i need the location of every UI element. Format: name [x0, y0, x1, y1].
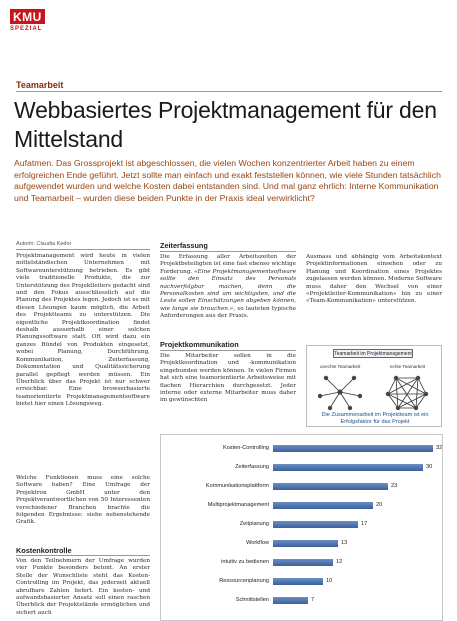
bar — [273, 464, 423, 471]
lead-paragraph: Aufatmen. Das Grossprojekt ist abgeschlossen, die vielen Wochen konzentrierter Arbeit haben zu einem erfolgreichen Ende geführt. Jetzt sollte man einfach und exakt feststellen können, wie viele Stunden tatsächlich aufgewendet wurden und welche Kosten dabei entstanden sind. Und mal ganz ehrlich: Interne Kommunikation und Teamarbeit – wurden diese beiden Punkte in der Praxis ideal verwirklicht? — [14, 158, 441, 203]
col1-subheading: Kostenkontrolle — [16, 546, 72, 555]
bar — [273, 578, 323, 585]
col1-paragraph-3: Von den Teilnehmern der Umfrage wurden vier Punkte besonders betont. An erster Stelle der Wunschliste steht das Kosten-Controlling im Projekt, das jederzeit aktuell abrufbare Zahlen liefert. Ein kosten- und aufwandsbasierter Ansatz soll einen raschen Überblick der Projektstände ermöglichen und sichert auch — [16, 558, 150, 616]
col2-p1-quote: «Eine Projektmanagementsoftware sollte den Einsatz des Personals nachverfolgbar machen, denn die Personalkosten sind am wichtigsten, und die Leute sollen Einschätzungen abgeben können, wie lange sie brauchen.» — [160, 268, 296, 312]
col2-sub-rule-1 — [160, 251, 296, 252]
section-rule — [16, 91, 442, 92]
col1-paragraph-1: Projektmanagement wird heute in vielen mittelständischen Unternehmen mit Softwareunterstützung betrieben. Es gibt viele traditionelle Produkte, die zur Unterstützung des Projektleiters gedacht sind und den Fokus ausschliesslich auf die Planung des Projektes legen. Jedoch ist es mit diesen Lösungen kaum möglich, die Arbeit des Projektteams zu unterstützen. Die eigentliche Projektkoordination findet deshalb ausserhalb einer solchen Planungssoftware statt. Oft wird dazu ein ganzes Bündel von Produkten eingesetzt, wobei Planung, Durchführung, Kommunikation, Zeiterfassung, Dokumentation und Qualitätssicherung parallel gepflegt werden müssen. Ein Überblick über das Projekt ist nur schwer erreichbar. Eine browserbasierte teamorientierte Projektmanagementsoftware bietet hier einen Lösungsweg. — [16, 253, 150, 408]
bar-label: Zeitplanung — [239, 520, 269, 527]
bar-value: 17 — [361, 520, 368, 527]
kmu-logo — [10, 6, 46, 32]
bar — [273, 502, 373, 509]
col2-paragraph-2: Die Mitarbeiter sollen in die Projektkoordination und -kommunikation eingebunden werden können. In vielen Firmen hat sich eine teamorientierte Arbeitsweise mit flachen Hierarchien durchgesetzt. Jeder interne oder externe Mitarbeiter muss daher im gewünschten — [160, 353, 296, 404]
bar — [273, 483, 388, 490]
bar — [273, 445, 433, 452]
bar-label: Schnittstellen — [235, 596, 269, 603]
bar-value: 10 — [326, 577, 333, 584]
logo-sub: SPEZIAL — [10, 26, 43, 32]
bar-label: Kommunikationsplattform — [205, 482, 269, 489]
figure-right-label: echte Teamarbeit — [390, 364, 426, 369]
bar-value: 23 — [391, 482, 398, 489]
col2-paragraph-1 — [160, 254, 296, 321]
bar-label: Kosten-Controlling — [222, 444, 269, 451]
col3-paragraph-1: Ausmass und abhängig vom Arbeitskontext Projektinformationen einsehen oder zu Planung und Koordination eines Projektes zugelassen werden können. Moderne Software muss daher den Wechsel von einer «Projektleiter-Kommunikation» hin zu einer «Team-Kommunikation» unterstützen. — [306, 254, 442, 305]
headline: Webbasiertes Projektmanagement für den Mittelstand — [14, 97, 437, 152]
logo-main: KMU — [10, 9, 45, 24]
column-rule — [16, 249, 150, 250]
bar — [273, 559, 333, 566]
bar-value: 13 — [341, 539, 348, 546]
bar-value: 7 — [311, 596, 315, 603]
author-line: Autorin: Claudia Kedor — [16, 241, 72, 247]
section-label: Teamarbeit — [16, 80, 64, 90]
bar — [273, 521, 358, 528]
bar-value: 20 — [376, 501, 383, 508]
bar — [273, 597, 308, 604]
bar — [273, 540, 338, 547]
col2-subheading-2: Projektkommunikation — [160, 340, 239, 349]
col2-p1-end: , so lauteten typische Anforderungen aus der Praxis. — [160, 305, 296, 320]
col1-sub-rule — [16, 555, 150, 556]
figure-left-label: unechte Teamarbeit — [320, 364, 361, 369]
figure-caption: Die Zusammenarbeit im Projektteam ist ein Erfolgsfaktor für das Projekt — [321, 412, 429, 425]
bar-value: 32 — [436, 444, 443, 451]
bar-value: 12 — [336, 558, 343, 565]
col2-sub-rule-2 — [160, 350, 296, 351]
bar-label: Ressourcenplanung — [219, 577, 269, 584]
bar-label: Workflow — [246, 539, 269, 546]
col2-p1-text: Die Erfassung aller Arbeitszeiten der Projektbeteiligten ist eine fast ebenso wichtige Forderung. — [160, 254, 296, 275]
team-network-diagram — [306, 370, 442, 412]
survey-bar-chart — [160, 434, 443, 621]
col2-subheading-1: Zeiterfassung — [160, 241, 208, 250]
bar-label: intuitiv zu bedienen — [221, 558, 269, 565]
bar-label: Zeiterfassung — [235, 463, 269, 470]
col1-paragraph-2: Welche Funktionen muss eine solche Software haben? Eine Umfrage der Projektron GmbH unter den Projektverantwortlichen von 50 Interessenten verschiedener Branchen brachte die folgenden Ergebnisse: siehe nebenstehende Grafik. — [16, 475, 150, 526]
figure-title: Teamarbeit im Projektmanagement — [334, 351, 412, 357]
bar-value: 30 — [426, 463, 433, 470]
bar-label: Multiprojektmanagement — [207, 501, 269, 508]
